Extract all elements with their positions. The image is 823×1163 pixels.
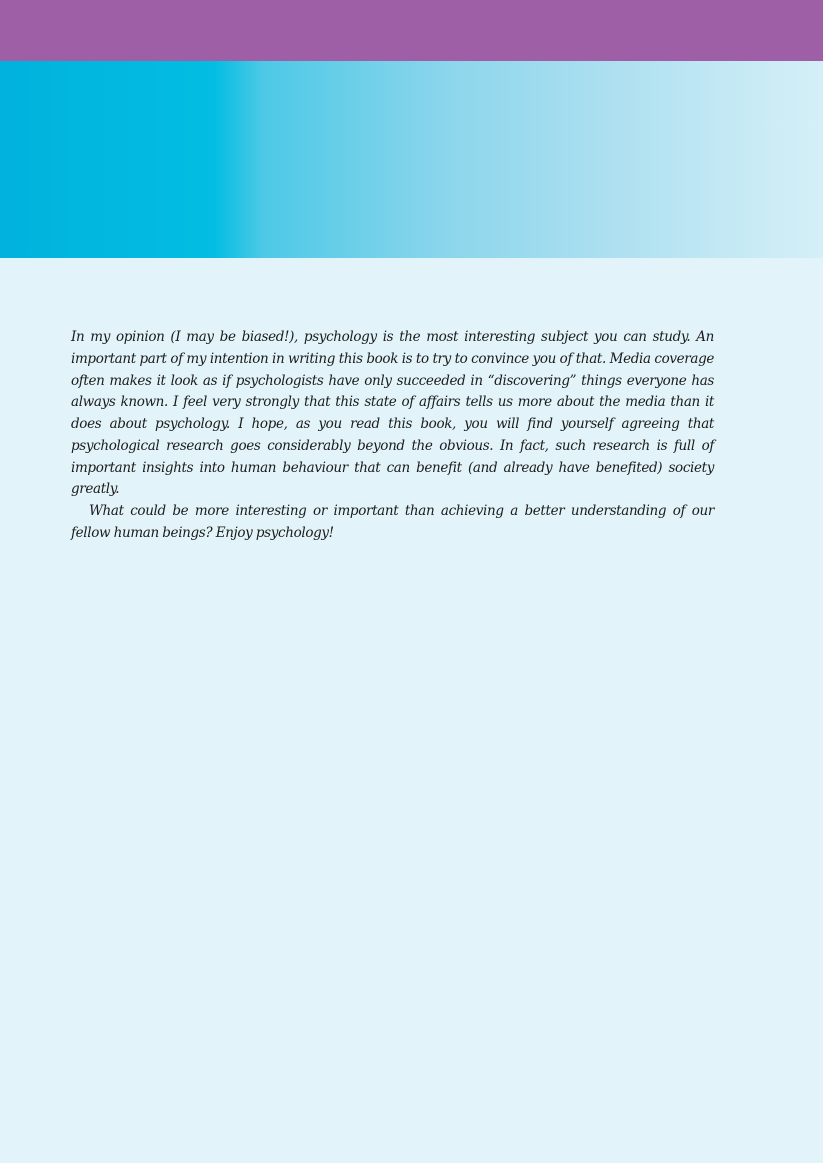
gradient-header-banner (0, 61, 823, 258)
preface-text-block (71, 327, 714, 545)
preface-paragraph-2: What could be more interesting or important than achieving a better understanding of our fellow human beings? Enjoy psychology! (71, 503, 714, 541)
preface-paragraph-1: In my opinion (I may be biased!), psychology is the most interesting subject you can study. An important part of my intention in writing this book is to try to convince you of that. Media coverage often makes it look as if psychologists have only succeeded in “discovering” things everyone has always known. I feel very strongly that this state of affairs tells us more about the media than it does about psychology. I hope, as you read this book, you will find yourself agreeing that psychological research goes considerably beyond the obvious. In fact, such research is full of important insights into human behaviour that can benefit (and already have benefited) society greatly. (71, 329, 714, 498)
top-color-band (0, 0, 823, 61)
